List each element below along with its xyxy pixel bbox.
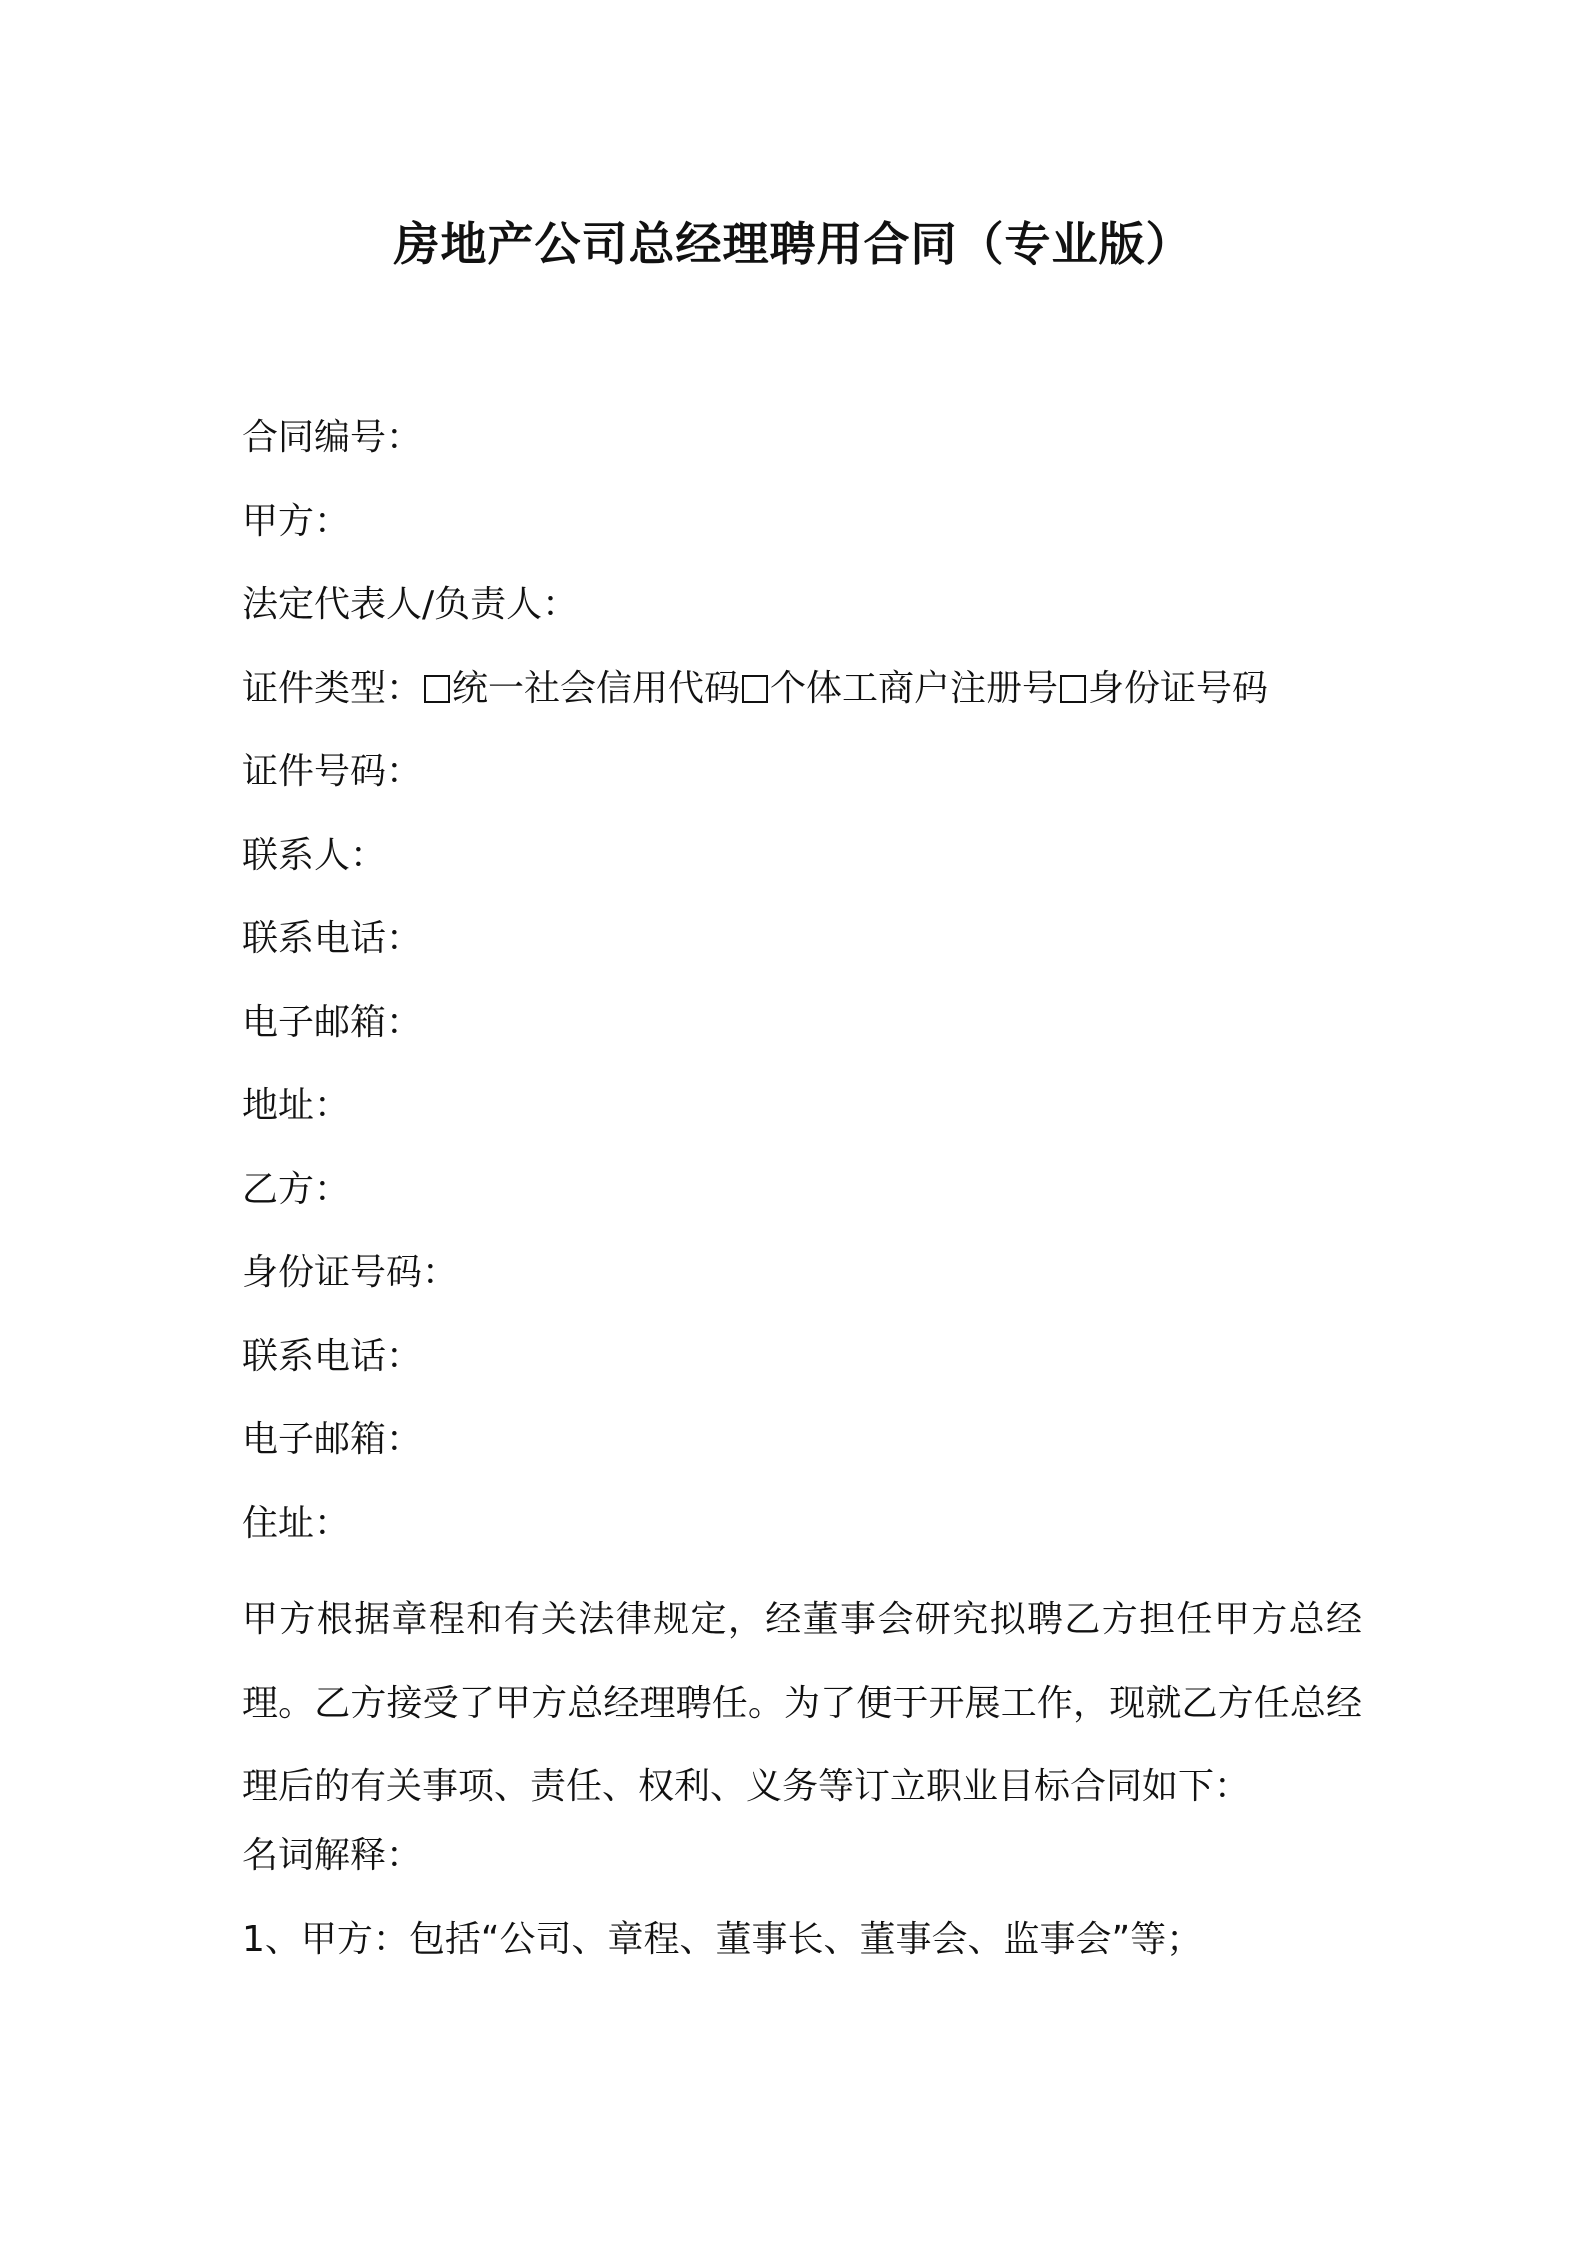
field-contract-number: 合同编号： xyxy=(242,417,423,458)
checkbox-icon[interactable] xyxy=(742,675,768,703)
field-id-card-number-b: 身份证号码： xyxy=(242,1252,459,1293)
field-email-a: 电子邮箱： xyxy=(242,1001,423,1043)
id-type-option-credit-code: 统一社会信用代码 xyxy=(452,667,741,709)
field-contact-person: 联系人： xyxy=(242,834,387,876)
party-info-fields xyxy=(242,410,1352,1579)
definition-item: 1、甲方：包括“公司、章程、董事长、董事会、监事会”等； xyxy=(242,1918,1203,1960)
id-type-option-business-registration: 个体工商户注册号 xyxy=(770,667,1059,709)
field-residence-b: 住址： xyxy=(242,1502,351,1544)
field-id-number: 证件号码： xyxy=(242,751,423,792)
field-legal-representative: 法定代表人/负责人： xyxy=(242,584,579,625)
field-phone-b: 联系电话： xyxy=(242,1335,423,1377)
id-type-option-id-card: 身份证号码 xyxy=(1088,667,1269,709)
checkbox-icon[interactable] xyxy=(1060,675,1086,703)
definitions-section xyxy=(242,1828,1352,1995)
field-id-type xyxy=(242,661,1352,745)
page-title: 房地产公司总经理聘用合同（专业版） xyxy=(393,217,1193,271)
field-phone-a: 联系电话： xyxy=(242,918,423,959)
definitions-heading: 名词解释： xyxy=(242,1835,423,1876)
id-type-label: 证件类型： xyxy=(242,667,423,709)
field-address-a: 地址： xyxy=(242,1085,351,1126)
field-party-b: 乙方： xyxy=(242,1168,351,1210)
field-party-a: 甲方： xyxy=(242,500,351,542)
field-email-b: 电子邮箱： xyxy=(242,1419,423,1460)
checkbox-icon[interactable] xyxy=(424,675,450,703)
intro-paragraph: 甲方根据章程和有关法律规定，经董事会研究拟聘乙方担任甲方总经理。乙方接受了甲方总经理聘任。为了便于开展工作，现就乙方任总经理后的有关事项、责任、权利、义务等订立职业目标合同如下： xyxy=(242,1599,1362,1807)
